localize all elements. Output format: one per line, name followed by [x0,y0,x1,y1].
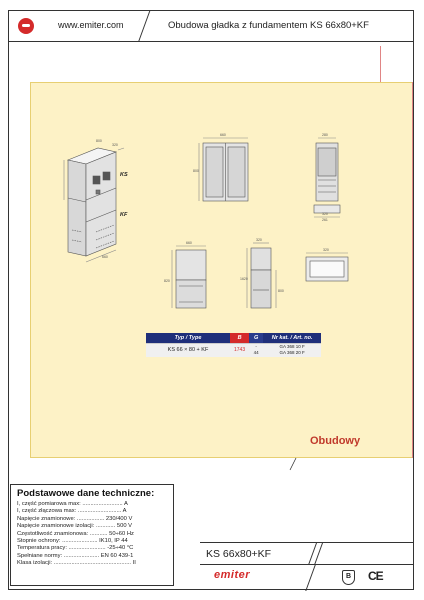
col-type: Typ / Type [146,333,230,343]
isometric-view [64,148,124,262]
cell-g [249,343,263,357]
cell-g-line: - [255,344,257,350]
iso-dim-top: 800 [96,139,102,143]
base-dim-height: 820 [164,279,170,283]
technical-data-title: Podstawowe dane techniczne: [17,488,155,499]
front-dim-height: 800 [193,169,199,173]
category-label: Obudowy [310,435,361,447]
spec-row: Spełniane normy: ...................... EN 60 439-1 [17,552,134,559]
spec-row: Temperatura pracy: ....................... -25÷40 °C [17,545,134,552]
label-ks: KS [120,172,128,178]
front-view-kf [172,246,206,308]
art-no-line: GA 368 20 F [279,350,305,356]
col-b: B [230,333,249,343]
technical-data-box [10,484,174,586]
cell-art-no [263,343,321,357]
document-title: Obudowa gładka z fundamentem KS 66x80+KF [168,20,369,31]
brand-logo: emiter [214,569,251,581]
col-g: G [249,333,263,343]
spec-row: Klasa izolacji: ................................................ II [17,560,136,567]
side-view-ks [314,138,340,217]
spec-row: I, część pomiarowa max: ......................... A [17,501,128,507]
cell-g-line: 44 [253,350,259,356]
spec-row: Napięcie znamionowe: ................. 230/400 V [17,515,133,522]
base-side-dim-depth: 320 [256,238,262,242]
drawing-slash [290,458,296,470]
product-name: KS 66x80+KF [206,548,272,560]
iso-dim-side: 320 [112,143,118,147]
spec-row: Częstotliwość znamionowa: ........... 50÷60 Hz [17,530,134,537]
front-dim-width: 660 [220,133,226,137]
cell-type: KS 66 × 80 + KF [146,343,230,357]
art-no-line: GA 368 10 F [279,344,305,350]
front-view-ks [199,138,248,201]
label-kf: KF [120,212,128,218]
plan-view [306,253,348,281]
website-url[interactable]: www.emiter.com [58,20,124,30]
side-dim-depth-bottom: 261 [322,218,328,222]
spec-row: Stopnie ochrony: ...................... IK10, IP 44 [17,538,128,545]
col-art-no: Nr kat. / Art. no. [263,333,321,343]
base-side-dim-lower: 800 [278,289,284,293]
spec-row: I, część złączowa max: ........................... A [17,508,127,515]
base-side-dim-total: 1620 [240,277,248,281]
side-dim-depth-base: 320 [322,212,328,216]
divider-slash [305,565,315,591]
spec-row: Napięcie znamionowe izolacji: ............ 500 V [17,523,133,530]
iso-dim-width: 660 [102,255,108,259]
cell-b: 1743 [230,343,249,357]
ce-mark-icon: CE [368,569,383,583]
product-name-bar [200,542,414,564]
base-dim-width: 660 [186,241,192,245]
b-certification-icon: B [342,570,355,585]
product-table [146,333,321,357]
table-row [146,343,321,357]
side-view-kf [247,243,276,308]
plan-dim-depth: 320 [323,248,329,252]
side-dim-depth: 280 [322,133,328,137]
footer-bar [200,564,414,590]
